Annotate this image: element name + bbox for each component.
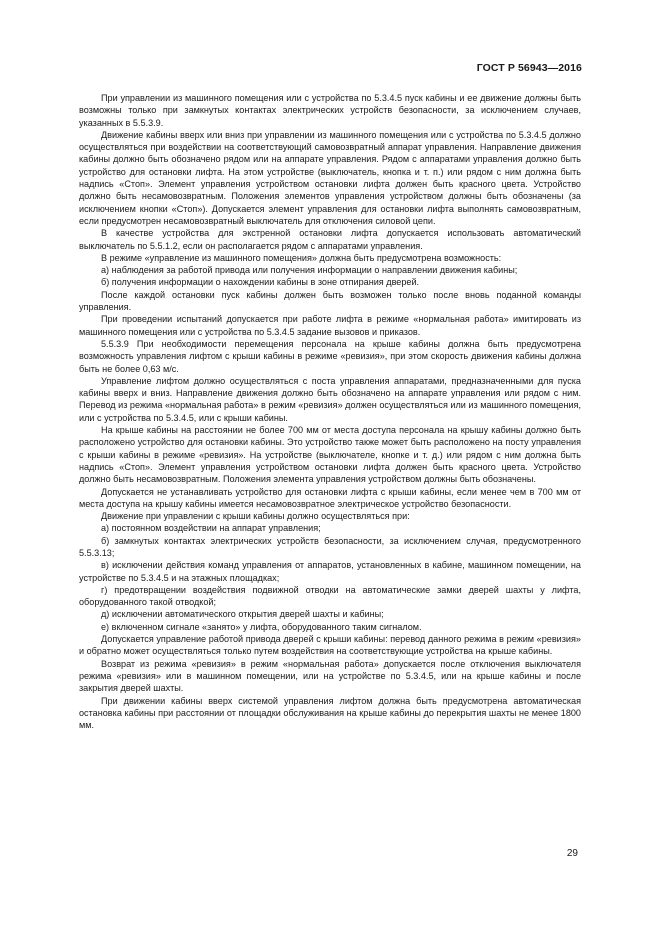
paragraph: Управление лифтом должно осуществляться с поста управления аппаратами, предназначенными для пуска кабины вверх и вниз. Направление движения должно быть обозначено на аппарате управления или рядом с ним. Перевод из режима «нормальная работа» в режим «ревизия» должен осуществляться или из машинного помещения, или с устройства по 5.3.4.5, или с крыши кабины. [79, 375, 581, 423]
list-item: б) замкнутых контактах электрических устройств безопасности, за исключением случая, предусмотренного 5.5.3.13; [79, 535, 581, 558]
paragraph: Возврат из режима «ревизия» в режим «нормальная работа» допускается после отключения выключателя режима «ревизия» или в машинном помещении, или на устройстве по 5.3.4.5, или на крыше кабины и после закрытия дверей шахты. [79, 658, 581, 694]
clause-5-5-3-9: 5.5.3.9 При необходимости перемещения персонала на крыше кабины должна быть предусмотрена возможность управления лифтом с крыши кабины в режиме «ревизия», при этом скорость движения кабины должна быть не более 0,63 м/с. [79, 338, 581, 374]
list-item: е) включенном сигнале «занято» у лифта, оборудованного таким сигналом. [101, 621, 422, 632]
list-item: б) получения информации о нахождении кабины в зоне отпирания дверей. [101, 277, 420, 288]
paragraph: После каждой остановки пуск кабины должен быть возможен только после вновь поданной команды управления. [79, 289, 581, 313]
page-number: 29 [566, 848, 578, 859]
list-item: д) исключении автоматического открытия дверей шахты и кабины; [101, 609, 384, 620]
paragraph: В режиме «управление из машинного помещения» должна быть предусмотрена возможность: [101, 252, 502, 263]
paragraph: На крыше кабины на расстоянии не более 700 мм от места доступа персонала на крышу кабины должно быть расположено устройство для остановки кабины. Это устройство также может быть расположено на посту управления с крыши кабины в режиме «ревизия». На устройстве (выключателе, кнопке и т. д.) или рядом с ним должна быть надпись «Стоп». Элемент управления устройством остановки лифта должен быть красного цвета. Устройство должно быть несамовозвратным. Положения элемента управления устройством должны быть обозначены. [79, 425, 581, 485]
paragraph: Допускается не устанавливать устройство для остановки лифта с крыши кабины, если менее чем в 700 мм от места доступа на крышу кабины имеется несамовозвратное электрическое устройство безопасности. [79, 486, 581, 509]
paragraph: В качестве устройства для экстренной остановки лифта допускается использовать автоматический выключатель по 5.5.1.2, если он располагается рядом с аппаратами управления. [79, 228, 581, 251]
paragraph: При управлении из машинного помещения или с устройства по 5.3.4.5 пуск кабины и ее движение должны быть возможны только при замкнутых контактах электрических устройств безопасности, за исключением случаев, указанных в 5.5.3.9. [79, 93, 581, 128]
paragraph: Движение при управлении с крыши кабины должно осуществляться при: [101, 511, 410, 522]
list-item: в) исключении действия команд управления от аппаратов, установленных в кабине, машинном помещении, на устройстве по 5.3.4.5 и на этажных площадках; [79, 560, 581, 583]
paragraph: При движении кабины вверх системой управления лифтом должна быть предусмотрена автоматическая остановка кабины при расстоянии от площадки обслуживания на крыше кабины до перекрытия шахты не менее 1800 мм. [79, 695, 581, 731]
document-code: ГОСТ Р 56943—2016 [476, 62, 582, 74]
paragraph: При проведении испытаний допускается при работе лифта в режиме «нормальная работа» имитировать из машинного помещения или с устройства по 5.3.4.5 задание вызовов и приказов. [79, 314, 581, 337]
list-item: а) постоянном воздействии на аппарат управления; [101, 523, 321, 534]
paragraph: Движение кабины вверх или вниз при управлении из машинного помещения или с устройства по 5.3.4.5 должно осуществляться при воздействии на соответствующий самовозвратный аппарат управления. Направление движения кабины должно быть обозначено рядом или на аппарате управления. Рядом с аппаратами управления должно быть устройство для остановки лифта. На этом устройстве (выключатель, кнопка и т. п.) или рядом с ним должна быть надпись «Стоп». Элемент управления устройством остановки лифта должен быть красного цвета. Устройство должно быть несамовозвратным. Положения элементов управления устройством должны быть обозначены (за исключением кнопки «Стоп»). Допускается элемент управления для остановки лифта выполнять самовозвратным, если предусмотрен несамовозвратный выключатель для отключения силовой цепи. [79, 129, 581, 226]
document-body [79, 92, 581, 731]
list-item: а) наблюдения за работой привода или получения информации о направлении движения кабины; [101, 265, 518, 276]
list-item: г) предотвращении воздействия подвижной отводки на автоматические замки дверей шахты у лифта, оборудованного такой отводкой; [79, 584, 581, 608]
paragraph: Допускается управление работой привода дверей с крыши кабины: перевод данного режима в режим «ревизия» и обратно может осуществляться только путем воздействия на соответствующие устройства на крыше кабины. [79, 634, 581, 657]
